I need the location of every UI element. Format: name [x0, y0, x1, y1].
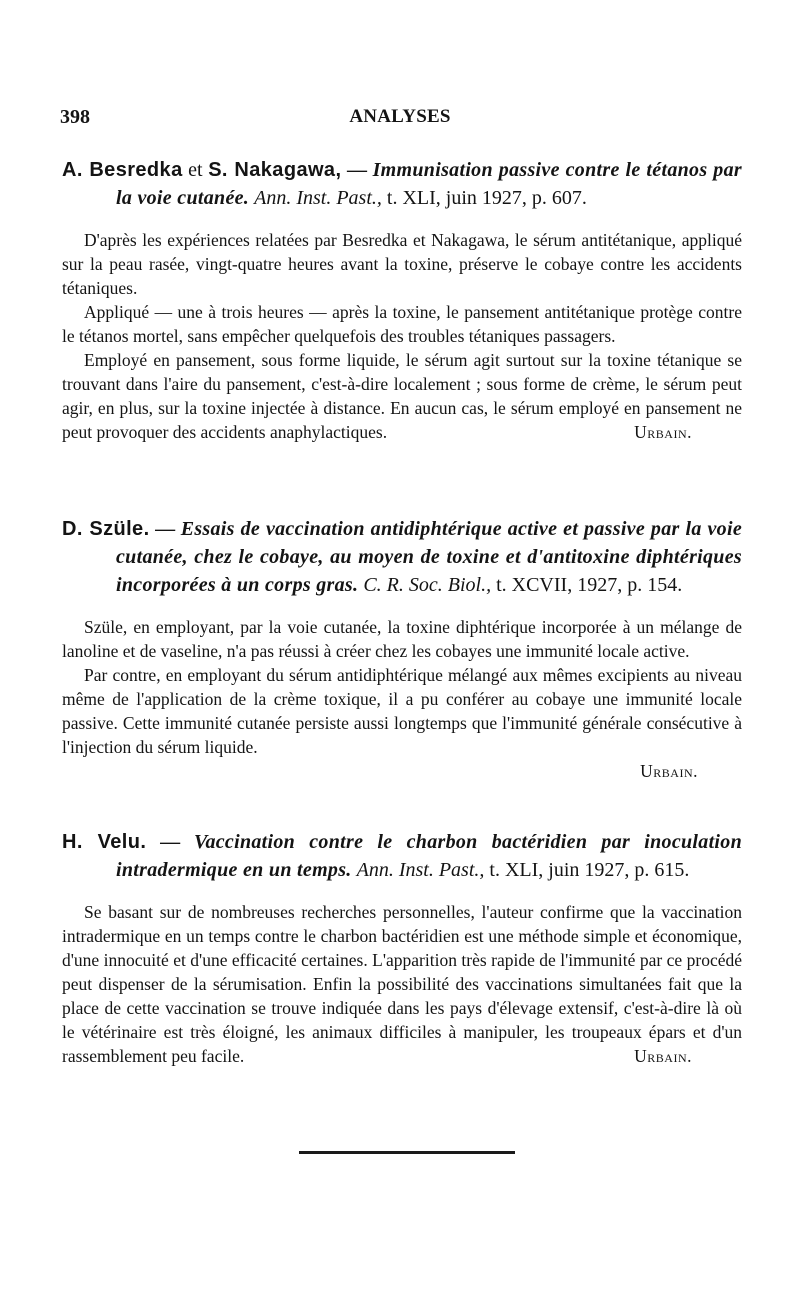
journal-reference: t. XLI, juin 1927, p. 607.	[386, 187, 587, 209]
abstract-entry-besredka	[62, 156, 742, 444]
journal-name: C. R. Soc. Biol.,	[363, 574, 492, 596]
body-paragraph-text: Se basant sur de nombreuses recherches personnelles, l'auteur confirme que la vaccination intradermique en un temps contre le charbon bactéridien est une méthode simple et économique, d'une innocuité et d'une efficacité certaines. L'apparition très rapide de l'immunité par ce procédé peut dispenser de la sérumisation. Enfin la possibilité des vaccinations simultanées fait que la place de cette vaccination se trouve indiquée dans les pays d'élevage extensif, c'est-à-dire là où le vétérinaire est très éloigné, les animaux difficiles à manipuler, les troupeaux épars et d'un rassemblement peu facile.	[62, 902, 742, 1066]
body-paragraph	[62, 900, 742, 1068]
author-connector: et	[188, 159, 203, 181]
running-header	[0, 106, 800, 136]
citation-heading	[62, 828, 742, 884]
author-name: H. Velu.	[62, 831, 147, 853]
body-paragraph-text: Employé en pansement, sous forme liquide, le sérum agit surtout sur la toxine tétanique se trouvant dans l'aire du pansement, c'est-à-dire localement ; sous forme de crème, le sérum peut agir, en plus, sur la toxine injectée à distance. En aucun cas, le sérum employé en pansement ne peut provoquer des accidents anaphylactiques.	[62, 350, 742, 442]
article-title: Vaccination contre le charbon bactéridien par inoculation intradermique en un temps.	[116, 831, 743, 881]
body-paragraph: Szüle, en employant, par la voie cutanée, la toxine diphtérique incorporée à un mélange de lanoline et de vaseline, n'a pas réussi à créer chez les cobayes une immunité locale active.	[62, 617, 742, 661]
author-name: D. Szüle.	[62, 518, 150, 540]
abstract-body	[62, 228, 742, 444]
body-paragraph	[62, 348, 742, 444]
abstract-body	[62, 615, 742, 783]
citation-heading	[62, 156, 742, 212]
citation-dash: —	[160, 831, 181, 853]
running-title: ANALYSES	[349, 106, 451, 127]
abstract-body	[62, 900, 742, 1068]
body-paragraph: Appliqué — une à trois heures — après la toxine, le pansement antitétanique protège contre le tétanos mortel, sans empêcher quelquefois des troubles tétaniques passagers.	[62, 302, 742, 346]
body-paragraph: Par contre, en employant du sérum antidiphtérique mélangé aux mêmes excipients au niveau même de l'application de la crème toxique, il a pu conférer au cobaye une immunité locale passive. Cette immunité cutanée persiste aussi longtemps que l'immunité générale consécutive à l'injection du sérum liquide.	[62, 665, 742, 757]
article-title: Essais de vaccination antidiphtérique active et passive par la voie cutanée, chez le cobaye, au moyen de toxine et d'antitoxine diphtériques incorporées à un corps gras.	[116, 518, 743, 596]
citation-dash: —	[155, 518, 176, 540]
citation-dash: —	[347, 159, 367, 181]
citation-heading	[62, 515, 742, 599]
journal-reference: t. XCVII, 1927, p. 154.	[496, 574, 683, 596]
journal-name: Ann. Inst. Past.,	[254, 187, 382, 209]
abstract-entry-velu	[62, 828, 742, 1068]
author-name: A. Besredka	[62, 159, 183, 181]
reviewer-signature: Urbain.	[634, 422, 692, 442]
reviewer-signature: Urbain.	[640, 761, 698, 781]
journal-reference: t. XLI, juin 1927, p. 615.	[489, 859, 690, 881]
abstract-entry-szule	[62, 515, 742, 783]
coauthor-name: S. Nakagawa,	[208, 159, 342, 181]
article-title: Immunisation passive contre le tétanos par la voie cutanée.	[116, 159, 742, 209]
page-number: 398	[60, 106, 90, 128]
body-paragraph: D'après les expériences relatées par Besredka et Nakagawa, le sérum antitétanique, appliqué sur la peau rasée, vingt-quatre heures avant la toxine, préserve le cobaye contre les accidents tétaniques.	[62, 230, 742, 298]
end-rule	[299, 1151, 515, 1154]
journal-name: Ann. Inst. Past.,	[356, 859, 485, 881]
reviewer-signature: Urbain.	[634, 1046, 692, 1066]
